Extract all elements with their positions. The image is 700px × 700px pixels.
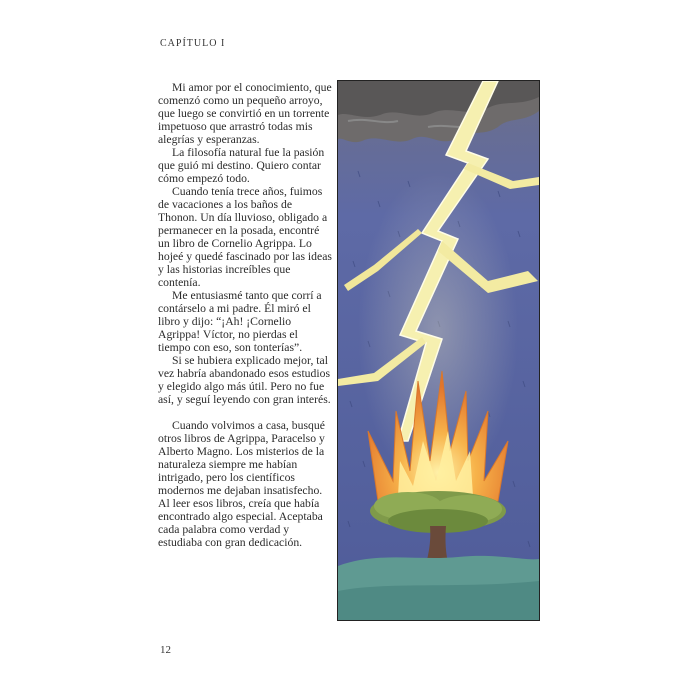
paragraph: Si se hubiera explicado mejor, tal vez habría abandonado esos estudios y elegido algo más útil. Pero no fue así, y seguí leyendo con gran interés. xyxy=(158,354,331,406)
illustration-canvas xyxy=(338,81,539,620)
paragraph: La filosofía natural fue la pasión que guió mi destino. Quiero contar cómo empezó todo. xyxy=(158,146,325,185)
paragraph: Me entusiasmé tanto que corrí a contárselo a mi padre. Él miró el libro y dijo: “¡Ah! ¡Cornelio Agrippa! Víctor, no pierdas el tiempo con eso, son tonterías”. xyxy=(158,289,322,354)
paragraph: Cuando volvimos a casa, busqué otros libros de Agrippa, Paracelso y Alberto Magno. Los misterios de la naturaleza siempre me habían intrigado, pero los científicos modernos me dejaban insatisfecho. Al leer esos libros, creía que había encontrado algo especial. Aceptaba cada palabra como verdad y estudiaba con gran dedicación. xyxy=(158,419,325,549)
paragraph: Cuando tenía trece años, fuimos de vacaciones a los baños de Thonon. Un día lluvioso, obligado a permanecer en la posada, encontré un libro de Cornelio Agrippa. Lo hojeé y quedé fascinado por las ideas y las historias increíbles que contenía. xyxy=(158,185,332,289)
lightning-tree-illustration xyxy=(337,80,540,621)
chapter-heading: CAPÍTULO I xyxy=(160,38,226,49)
body-text xyxy=(158,81,333,549)
paragraph: Mi amor por el conocimiento, que comenzó como un pequeño arroyo, que luego se convirtió en un torrente impetuoso que arrastró todas mis alegrías y esperanzas. xyxy=(158,81,332,146)
page-number: 12 xyxy=(160,644,171,656)
